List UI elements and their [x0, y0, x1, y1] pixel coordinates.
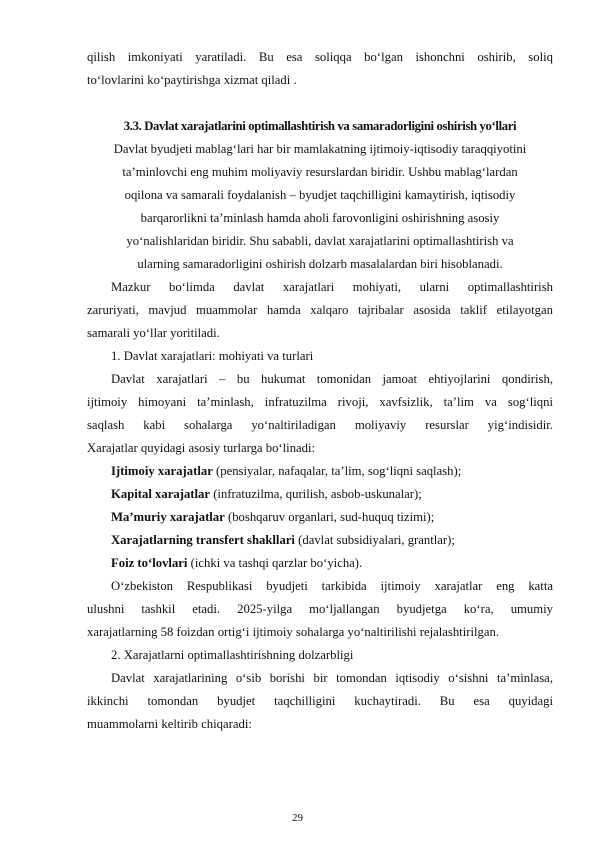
text-line: Xarajatlar quyidagi asosiy turlarga bo‘linadi:: [87, 441, 316, 455]
text-line: to‘lovlarini ko‘paytirishga xizmat qiladi .: [87, 73, 297, 87]
list-item-desc: (pensiyalar, nafaqalar, ta’lim, sog‘liqni saqlash);: [212, 464, 462, 478]
list-item-desc: (boshqaruv organlari, sud-huquq tizimi);: [224, 510, 435, 524]
text-line: ulushni tashkil etadi. 2025-yilga mo‘ljallangan byudjetga ko‘ra, umumiy: [87, 602, 553, 616]
text-line: qilish imkoniyati yaratiladi. Bu esa soliqqa bo‘lgan ishonchni oshirib, soliq: [87, 50, 553, 64]
subheading: 1. Davlat xarajatlari: mohiyati va turlari: [111, 349, 314, 363]
text-line: ikkinchi tomondan byudjet taqchilligini kuchaytiradi. Bu esa quyidagi: [87, 694, 553, 708]
centered-line: ularning samaradorligini oshirish dolzarb masalalardan biri hisoblanadi.: [137, 257, 503, 271]
text-line: saqlash kabi sohalarga yo‘naltiriladigan moliyaviy resurslar yig‘indisidir.: [87, 418, 553, 432]
text-line: xarajatlarning 58 foizdan ortig‘i ijtimoiy sohalarga yo‘naltirilishi rejalashtirilgan.: [87, 625, 499, 639]
centered-line: barqarorlikni ta’minlash hamda aholi farovonligini oshirishning asosiy: [140, 211, 500, 225]
text-line: O‘zbekiston Respublikasi byudjeti tarkibida ijtimoiy xarajatlar eng katta: [111, 579, 553, 593]
text-line: samarali yo‘llar yoritiladi.: [87, 326, 220, 340]
centered-line: yo‘nalishlaridan biridir. Shu sababli, davlat xarajatlarini optimallashtirish va: [126, 234, 514, 248]
centered-line: oqilona va samarali foydalanish – byudjet taqchilligini kamaytirish, iqtisodiy: [124, 188, 516, 202]
list-item-term: Ma’muriy xarajatlar: [111, 510, 225, 524]
list-item: [87, 506, 553, 529]
page-body: [87, 46, 553, 736]
text-line: Davlat xarajatlari – bu hukumat tomonidan jamoat ehtiyojlarini qondirish,: [111, 372, 553, 386]
list-item-desc: (davlat subsidiyalari, grantlar);: [294, 533, 455, 547]
page-number: 29: [292, 812, 303, 824]
list-item-term: Xarajatlarning transfert shakllari: [111, 533, 295, 547]
list-item-desc: (ichki va tashqi qarzlar bo‘yicha).: [187, 556, 363, 570]
list-item-term: Ijtimoiy xarajatlar: [111, 464, 213, 478]
centered-line: Davlat byudjeti mablag‘lari har bir mamlakatning ijtimoiy-iqtisodiy taraqqiyotini: [113, 142, 527, 156]
text-line: ijtimoiy himoyani ta’minlash, infratuzilma rivoji, xavfsizlik, ta’lim va sog‘liqni: [87, 395, 553, 409]
list-item-desc: (infratuzilma, qurilish, asbob-uskunalar);: [210, 487, 422, 501]
text-line: muammolarni keltirib chiqaradi:: [87, 717, 252, 731]
list-item-term: Foiz to‘lovlari: [111, 556, 188, 570]
spacer: [87, 92, 553, 115]
text-line: Davlat xarajatlarining o‘sib borishi bir tomondan iqtisodiy o‘sishni ta’minlasa,: [111, 671, 553, 685]
list-item: [87, 460, 553, 483]
section-heading: 3.3. Davlat xarajatlarini optimallashtirish va samaradorligini oshirish yo‘llari: [123, 119, 517, 133]
list-item: [87, 529, 553, 552]
centered-line: ta’minlovchi eng muhim moliyaviy resurslardan biridir. Ushbu mablag‘lardan: [122, 165, 518, 179]
list-item: [87, 483, 553, 506]
list-item: [87, 552, 553, 575]
subheading: 2. Xarajatlarni optimallashtirishning dolzarbligi: [111, 648, 354, 662]
text-line: zaruriyati, mavjud muammolar hamda xalqaro tajribalar asosida taklif etilayotgan: [87, 303, 553, 317]
text-line: Mazkur bo‘limda davlat xarajatlari mohiyati, ularni optimallashtirish: [111, 280, 553, 294]
list-item-term: Kapital xarajatlar: [111, 487, 211, 501]
